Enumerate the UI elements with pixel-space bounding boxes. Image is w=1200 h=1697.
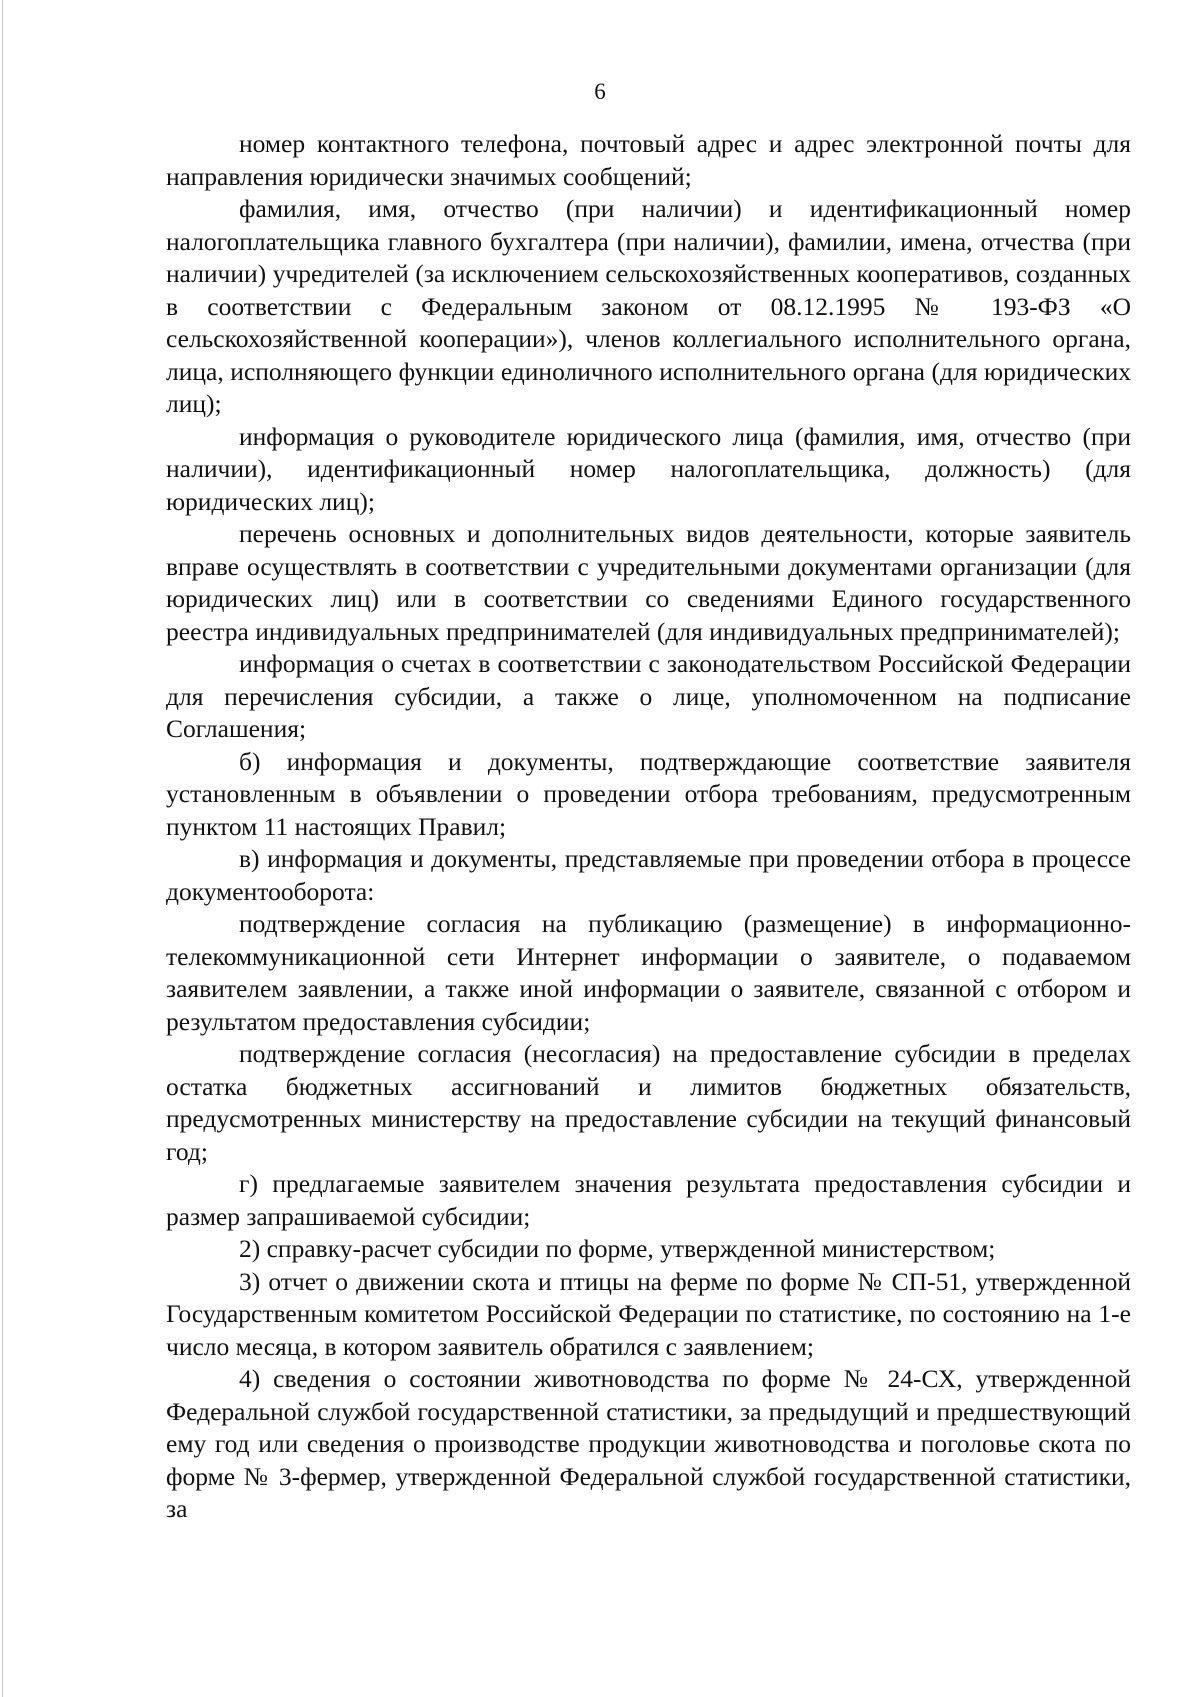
document-body bbox=[166, 128, 1131, 1526]
paragraph-activities-list: перечень основных и дополнительных видов деятельности, которые заявитель вправе осуществлять в соответствии с учредительными документами организации (для юридических лиц) или в соответствии со сведениями Единого государственного реестра индивидуальных предпринимателей (для индивидуальных предпринимателей); bbox=[166, 519, 1131, 646]
paragraph-item-v: в) информация и документы, представляемые при проведении отбора в процессе документооборота: bbox=[166, 844, 1131, 906]
page-number: 6 bbox=[594, 79, 606, 104]
paragraph-accounts-info: информация о счетах в соответствии с законодательством Российской Федерации для перечисления субсидии, а также о лице, уполномоченном на подписание Соглашения; bbox=[166, 649, 1131, 743]
paragraph-item-3: 3) отчет о движении скота и птицы на ферме по форме № СП-51, утвержденной Государственным комитетом Российской Федерации по статистике, по состоянию на 1-е число месяца, в котором заявитель обратился с заявлением; bbox=[166, 1266, 1131, 1361]
paragraph-item-b: б) информация и документы, подтверждающие соответствие заявителя установленным в объявлении о проведении отбора требованиям, предусмотренным пунктом 11 настоящих Правил; bbox=[166, 746, 1131, 841]
paragraph-item-2: 2) справку-расчет субсидии по форме, утвержденной министерством; bbox=[239, 1234, 996, 1263]
paragraph-director-info: информация о руководителе юридического лица (фамилия, имя, отчество (при наличии), идентификационный номер налогоплательщика, должность) (для юридических лиц); bbox=[166, 421, 1131, 516]
paragraph-founders-info: фамилия, имя, отчество (при наличии) и идентификационный номер налогоплательщика главного бухгалтера (при наличии), фамилии, имена, отчества (при наличии) учредителей (за исключением сельскохозяйственных кооперативов, созданных в соответствии с Федеральным законом от 08.12.1995 № 193-ФЗ «О сельскохозяйственной кооперации»), членов коллегиального исполнительного органа, лица, исполняющего функции единоличного исполнительного органа (для юридических лиц); bbox=[166, 194, 1131, 418]
paragraph-publication-consent: подтверждение согласия на публикацию (размещение) в информационно-телекоммуникационной сети Интернет информации о заявителе, о подаваемом заявителем заявлении, а также иной информации о заявителе, связанной с отбором и результатом предоставления субсидии; bbox=[166, 909, 1131, 1036]
paragraph-item-4: 4) сведения о состоянии животноводства по форме № 24-СХ, утвержденной Федеральной службой государственной статистики, за предыдущий и предшествующий ему год или сведения о производстве продукции животноводства и поголовье скота по форме № 3-фермер, утвержденной Федеральной службой государственной статистики, за bbox=[166, 1364, 1131, 1523]
paragraph-budget-consent: подтверждение согласия (несогласия) на предоставление субсидии в пределах остатка бюджетных ассигнований и лимитов бюджетных обязательств, предусмотренных министерству на предоставление субсидии на текущий финансовый год; bbox=[166, 1039, 1131, 1166]
paragraph-item-g: г) предлагаемые заявителем значения результата предоставления субсидии и размер запрашиваемой субсидии; bbox=[166, 1169, 1131, 1231]
paragraph-contact-info: номер контактного телефона, почтовый адрес и адрес электронной почты для направления юридически значимых сообщений; bbox=[166, 129, 1131, 191]
scan-edge-line bbox=[2, 0, 3, 1697]
